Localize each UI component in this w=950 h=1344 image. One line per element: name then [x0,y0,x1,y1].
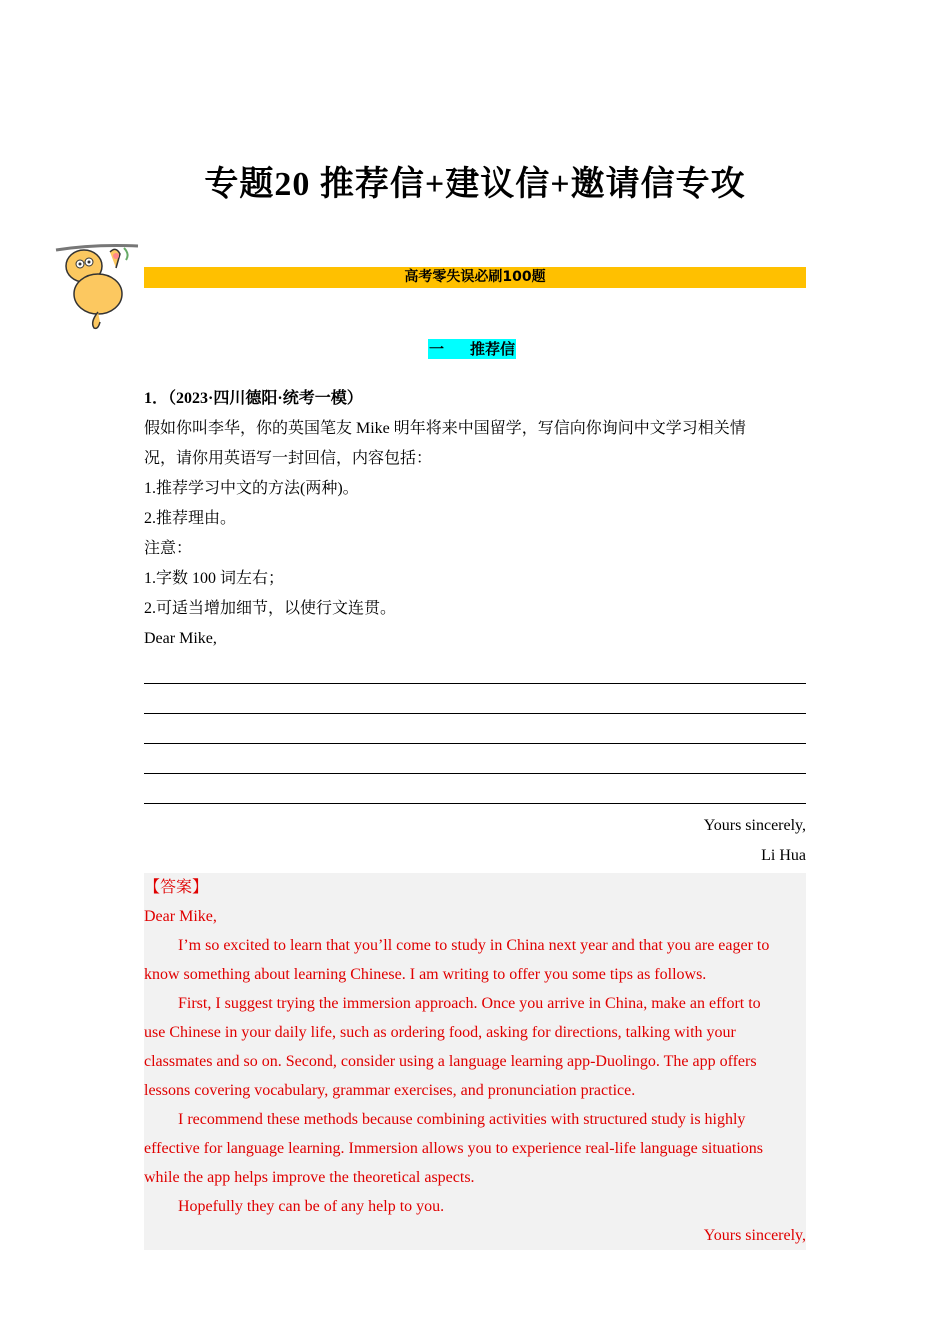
question-line: 2.推荐理由。 [144,510,237,527]
question-line: 1.推荐学习中文的方法(两种)。 [144,480,359,497]
section-label: 推荐信 [470,340,516,358]
answer-closing: Yours sincerely, [703,1227,806,1244]
monkey-mascot-icon [54,242,140,330]
question-header [144,384,806,414]
answer-line: effective for language learning. Immersion allows you to experience real-life language situations [144,1140,764,1157]
answer-line: use Chinese in your daily life, such as ordering food, asking for directions, talking with your [144,1024,736,1041]
answer-line: First, I suggest trying the immersion approach. Once you arrive in China, make an effort to [178,995,761,1012]
answer-line: know something about learning Chinese. I am writing to offer you some tips as follows. [144,966,707,983]
writing-line[interactable] [144,744,806,774]
answer-label: 【答案】 [144,879,209,896]
signature: Li Hua [761,847,806,864]
answer-box [144,873,806,1250]
question-number: 1． [144,390,169,407]
question-line: 假如你叫李华，你的英国笔友 Mike 明年将来中国留学，写信向你询问中文学习相关情 [144,420,746,437]
page-title: 专题20 推荐信+建议信+邀请信专攻 [204,166,746,203]
question-line: 注意： [144,540,193,557]
question-line: 1.字数 100 词左右； [144,570,285,587]
answer-line: Dear Mike, [144,908,217,925]
answer-line: Hopefully they can be of any help to you. [178,1198,445,1215]
banner: 高考零失误必刷100题 [144,267,806,288]
question-body [144,384,806,1250]
answer-line: I recommend these methods because combining activities with structured study is highly [178,1111,746,1128]
writing-line[interactable] [144,774,806,804]
answer-line: while the app helps improve the theoretical aspects. [144,1169,475,1186]
question-source: （2023·四川德阳·统考一模） [168,390,363,407]
writing-line[interactable] [144,684,806,714]
answer-line: I’m so excited to learn that you’ll come to study in China next year and that you are eager to [178,937,770,954]
closing: Yours sincerely, [703,817,806,834]
question-line: 况，请你用英语写一封回信，内容包括： [144,450,433,467]
section-number: 一 [429,340,445,358]
answer-line: lessons covering vocabulary, grammar exercises, and pronunciation practice. [144,1082,636,1099]
writing-line[interactable] [144,654,806,684]
writing-line[interactable] [144,714,806,744]
answer-line: classmates and so on. Second, consider using a language learning app-Duolingo. The app offers [144,1053,757,1070]
question-line: 2.可适当增加细节，以使行文连贯。 [144,600,397,617]
section-heading [428,339,516,359]
question-line: Dear Mike, [144,630,217,647]
